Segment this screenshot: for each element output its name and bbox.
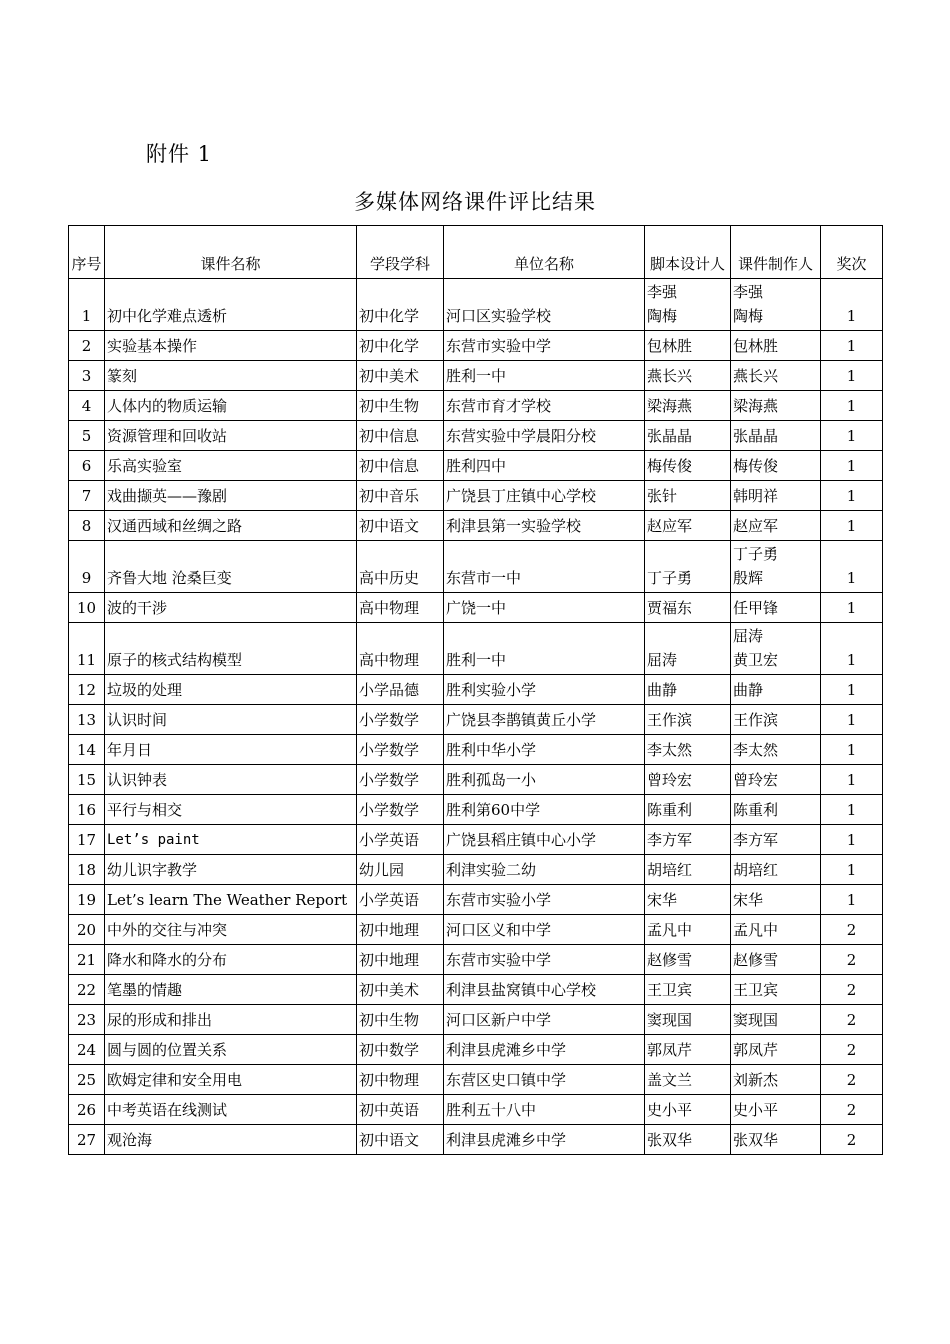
cell-maker-line: 李方军 (733, 831, 779, 849)
cell-no: 4 (69, 391, 105, 421)
cell-script (645, 391, 731, 421)
cell-unit: 河口区实验学校 (444, 279, 645, 331)
cell-name: 汉通西域和丝绸之路 (105, 511, 357, 541)
cell-award: 1 (821, 279, 883, 331)
cell-maker-line: 赵修雪 (733, 951, 779, 969)
cell-unit: 利津县虎滩乡中学 (444, 1035, 645, 1065)
cell-unit: 东营市育才学校 (444, 391, 645, 421)
cell-script (645, 675, 731, 705)
cell-maker (731, 795, 821, 825)
cell-maker (731, 1125, 821, 1155)
cell-award: 2 (821, 1125, 883, 1155)
cell-unit: 胜利孤岛一小 (444, 765, 645, 795)
cell-maker (731, 975, 821, 1005)
cell-unit: 东营市实验小学 (444, 885, 645, 915)
cell-script-line: 宋华 (647, 891, 678, 909)
cell-unit: 东营市实验中学 (444, 945, 645, 975)
cell-name: 中考英语在线测试 (105, 1095, 357, 1125)
cell-no: 8 (69, 511, 105, 541)
cell-award: 1 (821, 361, 883, 391)
cell-unit: 广饶县稻庄镇中心小学 (444, 825, 645, 855)
cell-maker (731, 885, 821, 915)
cell-maker-line: 王作滨 (733, 711, 779, 729)
cell-subject: 初中美术 (357, 975, 444, 1005)
cell-award: 1 (821, 451, 883, 481)
table-row (69, 391, 883, 421)
cell-name: 初中化学难点透析 (105, 279, 357, 331)
cell-no: 12 (69, 675, 105, 705)
cell-maker-line: 梅传俊 (733, 457, 779, 475)
table-row (69, 623, 883, 675)
cell-maker (731, 735, 821, 765)
cell-script-line: 陈重利 (647, 801, 693, 819)
table-row (69, 975, 883, 1005)
cell-script-line: 曲静 (647, 681, 678, 699)
cell-script (645, 855, 731, 885)
cell-name: Let’s learn The Weather Report (105, 885, 357, 915)
cell-maker-line: 李太然 (733, 741, 779, 759)
cell-subject: 高中物理 (357, 623, 444, 675)
cell-script-line: 陶梅 (647, 307, 678, 325)
table-row (69, 421, 883, 451)
table-row (69, 1065, 883, 1095)
table-row (69, 361, 883, 391)
cell-maker-line: 丁子勇 (733, 545, 779, 563)
table-row (69, 481, 883, 511)
cell-script-line: 燕长兴 (647, 367, 693, 385)
table-row (69, 765, 883, 795)
table-row (69, 915, 883, 945)
cell-maker (731, 623, 821, 675)
cell-unit: 胜利一中 (444, 623, 645, 675)
cell-no: 19 (69, 885, 105, 915)
cell-script-line: 史小平 (647, 1101, 693, 1119)
attachment-label: 附件 1 (146, 142, 213, 166)
table-row (69, 541, 883, 593)
table-row (69, 451, 883, 481)
cell-no: 21 (69, 945, 105, 975)
cell-script-line: 孟凡中 (647, 921, 693, 939)
cell-award: 2 (821, 975, 883, 1005)
cell-script-line: 胡培红 (647, 861, 693, 879)
cell-subject: 小学品德 (357, 675, 444, 705)
cell-name: 齐鲁大地 沧桑巨变 (105, 541, 357, 593)
cell-script (645, 885, 731, 915)
cell-script-line: 李方军 (647, 831, 693, 849)
cell-maker-line: 燕长兴 (733, 367, 779, 385)
cell-award: 1 (821, 481, 883, 511)
cell-no: 10 (69, 593, 105, 623)
cell-subject: 初中语文 (357, 1125, 444, 1155)
cell-unit: 东营市一中 (444, 541, 645, 593)
cell-maker-line: 窦现国 (733, 1011, 779, 1029)
cell-award: 2 (821, 1035, 883, 1065)
cell-no: 18 (69, 855, 105, 885)
cell-name: 年月日 (105, 735, 357, 765)
cell-maker-line: 任甲锋 (733, 599, 779, 617)
cell-name: 原子的核式结构模型 (105, 623, 357, 675)
cell-script-line: 李强 (647, 283, 678, 301)
cell-name: 笔墨的情趣 (105, 975, 357, 1005)
cell-script-line: 曾玲宏 (647, 771, 693, 789)
cell-subject: 初中物理 (357, 1065, 444, 1095)
cell-name: 降水和降水的分布 (105, 945, 357, 975)
cell-maker-line: 郭凤芹 (733, 1041, 779, 1059)
cell-no: 7 (69, 481, 105, 511)
cell-award: 1 (821, 795, 883, 825)
table-header-row (69, 226, 883, 279)
cell-award: 1 (821, 331, 883, 361)
cell-award: 1 (821, 511, 883, 541)
cell-no: 9 (69, 541, 105, 593)
cell-no: 24 (69, 1035, 105, 1065)
cell-maker (731, 421, 821, 451)
cell-unit: 胜利中华小学 (444, 735, 645, 765)
cell-script (645, 623, 731, 675)
cell-unit: 东营实验中学晨阳分校 (444, 421, 645, 451)
cell-subject: 小学数学 (357, 795, 444, 825)
cell-unit: 胜利实验小学 (444, 675, 645, 705)
cell-name: 尿的形成和排出 (105, 1005, 357, 1035)
cell-award: 1 (821, 541, 883, 593)
cell-no: 2 (69, 331, 105, 361)
cell-award: 2 (821, 1095, 883, 1125)
cell-subject: 小学数学 (357, 705, 444, 735)
cell-maker (731, 825, 821, 855)
cell-name: 篆刻 (105, 361, 357, 391)
cell-maker (731, 331, 821, 361)
table-row (69, 945, 883, 975)
cell-unit: 河口区新户中学 (444, 1005, 645, 1035)
cell-subject: 初中地理 (357, 915, 444, 945)
cell-award: 2 (821, 915, 883, 945)
cell-script (645, 795, 731, 825)
cell-maker (731, 391, 821, 421)
cell-unit: 东营市实验中学 (444, 331, 645, 361)
table-row (69, 795, 883, 825)
cell-award: 2 (821, 1065, 883, 1095)
cell-maker (731, 915, 821, 945)
cell-maker-line: 王卫宾 (733, 981, 779, 999)
cell-script (645, 511, 731, 541)
cell-maker-line: 黄卫宏 (733, 651, 779, 669)
cell-maker-line: 赵应军 (733, 517, 779, 535)
col-header-subject: 学段学科 (357, 226, 444, 279)
table-row (69, 825, 883, 855)
cell-maker-line: 梁海燕 (733, 397, 779, 415)
cell-script (645, 279, 731, 331)
cell-maker-line: 陶梅 (733, 307, 764, 325)
cell-script-line: 赵修雪 (647, 951, 693, 969)
cell-subject: 初中美术 (357, 361, 444, 391)
cell-maker (731, 511, 821, 541)
cell-unit: 胜利第60中学 (444, 795, 645, 825)
results-table (68, 225, 883, 1155)
cell-no: 22 (69, 975, 105, 1005)
cell-subject: 初中生物 (357, 391, 444, 421)
cell-maker (731, 945, 821, 975)
cell-maker (731, 705, 821, 735)
cell-script (645, 1125, 731, 1155)
cell-no: 25 (69, 1065, 105, 1095)
cell-maker (731, 1095, 821, 1125)
cell-name: 欧姆定律和安全用电 (105, 1065, 357, 1095)
cell-subject: 幼儿园 (357, 855, 444, 885)
cell-subject: 初中化学 (357, 279, 444, 331)
cell-unit: 广饶县李鹊镇黄丘小学 (444, 705, 645, 735)
cell-no: 1 (69, 279, 105, 331)
cell-maker (731, 541, 821, 593)
document-title: 多媒体网络课件评比结果 (354, 190, 596, 214)
cell-maker-line: 曲静 (733, 681, 764, 699)
cell-maker (731, 1035, 821, 1065)
cell-no: 23 (69, 1005, 105, 1035)
cell-subject: 初中语文 (357, 511, 444, 541)
cell-name: 平行与相交 (105, 795, 357, 825)
cell-no: 27 (69, 1125, 105, 1155)
cell-maker-line: 屈涛 (733, 627, 764, 645)
cell-subject: 初中信息 (357, 451, 444, 481)
cell-maker (731, 675, 821, 705)
cell-subject: 初中地理 (357, 945, 444, 975)
cell-unit: 广饶一中 (444, 593, 645, 623)
cell-no: 5 (69, 421, 105, 451)
cell-script-line: 李太然 (647, 741, 693, 759)
cell-subject: 小学数学 (357, 765, 444, 795)
cell-script-line: 郭凤芹 (647, 1041, 693, 1059)
table-row (69, 1125, 883, 1155)
cell-maker-line: 曾玲宏 (733, 771, 779, 789)
cell-maker-line: 胡培红 (733, 861, 779, 879)
cell-unit: 河口区义和中学 (444, 915, 645, 945)
cell-subject: 初中信息 (357, 421, 444, 451)
cell-script (645, 735, 731, 765)
cell-no: 13 (69, 705, 105, 735)
table-row (69, 279, 883, 331)
cell-name: 戏曲撷英——豫剧 (105, 481, 357, 511)
cell-script (645, 1005, 731, 1035)
cell-maker-line: 张晶晶 (733, 427, 779, 445)
cell-subject: 初中生物 (357, 1005, 444, 1035)
cell-script-line: 窦现国 (647, 1011, 693, 1029)
cell-unit: 利津实验二幼 (444, 855, 645, 885)
cell-award: 1 (821, 421, 883, 451)
cell-maker-line: 张双华 (733, 1131, 779, 1149)
table-row (69, 511, 883, 541)
col-header-unit: 单位名称 (444, 226, 645, 279)
cell-unit: 利津县虎滩乡中学 (444, 1125, 645, 1155)
col-header-award: 奖次 (821, 226, 883, 279)
cell-maker (731, 451, 821, 481)
cell-script (645, 451, 731, 481)
cell-award: 1 (821, 675, 883, 705)
cell-script-line: 丁子勇 (647, 569, 693, 587)
cell-unit: 利津县第一实验学校 (444, 511, 645, 541)
cell-name: 乐高实验室 (105, 451, 357, 481)
table-row (69, 735, 883, 765)
cell-maker (731, 1005, 821, 1035)
cell-award: 1 (821, 825, 883, 855)
cell-script-line: 王卫宾 (647, 981, 693, 999)
cell-no: 6 (69, 451, 105, 481)
cell-script-line: 张双华 (647, 1131, 693, 1149)
col-header-no: 序号 (69, 226, 105, 279)
cell-subject: 小学数学 (357, 735, 444, 765)
cell-maker-line: 韩明祥 (733, 487, 779, 505)
cell-award: 1 (821, 855, 883, 885)
cell-maker-line: 包林胜 (733, 337, 779, 355)
cell-unit: 东营区史口镇中学 (444, 1065, 645, 1095)
cell-script (645, 945, 731, 975)
table-row (69, 855, 883, 885)
cell-maker (731, 361, 821, 391)
cell-name: 中外的交往与冲突 (105, 915, 357, 945)
cell-script (645, 825, 731, 855)
cell-name: 认识时间 (105, 705, 357, 735)
cell-award: 2 (821, 945, 883, 975)
cell-no: 20 (69, 915, 105, 945)
table-row (69, 675, 883, 705)
cell-award: 1 (821, 623, 883, 675)
cell-script (645, 765, 731, 795)
cell-maker (731, 765, 821, 795)
cell-script (645, 915, 731, 945)
table-row (69, 1095, 883, 1125)
cell-script (645, 593, 731, 623)
cell-script (645, 705, 731, 735)
cell-name: 波的干涉 (105, 593, 357, 623)
cell-subject: 高中历史 (357, 541, 444, 593)
table-row (69, 1035, 883, 1065)
cell-award: 1 (821, 705, 883, 735)
cell-maker-line: 殷辉 (733, 569, 764, 587)
cell-maker-line: 史小平 (733, 1101, 779, 1119)
cell-subject: 高中物理 (357, 593, 444, 623)
cell-script-line: 张晶晶 (647, 427, 693, 445)
cell-script (645, 975, 731, 1005)
cell-no: 16 (69, 795, 105, 825)
cell-no: 26 (69, 1095, 105, 1125)
cell-maker (731, 279, 821, 331)
col-header-script: 脚本设计人 (645, 226, 731, 279)
cell-award: 1 (821, 885, 883, 915)
cell-award: 1 (821, 765, 883, 795)
cell-script-line: 赵应军 (647, 517, 693, 535)
cell-award: 1 (821, 593, 883, 623)
cell-name: 观沧海 (105, 1125, 357, 1155)
table-row (69, 593, 883, 623)
cell-subject: 小学英语 (357, 885, 444, 915)
cell-unit: 胜利五十八中 (444, 1095, 645, 1125)
cell-script-line: 盖文兰 (647, 1071, 693, 1089)
cell-subject: 初中英语 (357, 1095, 444, 1125)
col-header-maker: 课件制作人 (731, 226, 821, 279)
cell-script (645, 1065, 731, 1095)
cell-script-line: 包林胜 (647, 337, 693, 355)
cell-name: Let’s paint (105, 825, 357, 855)
cell-maker-line: 李强 (733, 283, 764, 301)
cell-script (645, 481, 731, 511)
cell-unit: 广饶县丁庄镇中心学校 (444, 481, 645, 511)
cell-script (645, 361, 731, 391)
cell-unit: 利津县盐窝镇中心学校 (444, 975, 645, 1005)
cell-name: 实验基本操作 (105, 331, 357, 361)
cell-award: 1 (821, 391, 883, 421)
cell-script-line: 王作滨 (647, 711, 693, 729)
table-row (69, 1005, 883, 1035)
cell-script (645, 1095, 731, 1125)
table-row (69, 885, 883, 915)
cell-no: 14 (69, 735, 105, 765)
cell-maker (731, 481, 821, 511)
cell-maker (731, 593, 821, 623)
cell-subject: 小学英语 (357, 825, 444, 855)
cell-script-line: 梅传俊 (647, 457, 693, 475)
cell-no: 11 (69, 623, 105, 675)
cell-maker-line: 宋华 (733, 891, 764, 909)
cell-script-line: 贾福东 (647, 599, 693, 617)
cell-unit: 胜利一中 (444, 361, 645, 391)
cell-script (645, 541, 731, 593)
cell-name: 人体内的物质运输 (105, 391, 357, 421)
table-body (69, 279, 883, 1155)
cell-subject: 初中化学 (357, 331, 444, 361)
cell-award: 1 (821, 735, 883, 765)
cell-subject: 初中音乐 (357, 481, 444, 511)
cell-no: 17 (69, 825, 105, 855)
cell-maker (731, 855, 821, 885)
cell-name: 圆与圆的位置关系 (105, 1035, 357, 1065)
cell-maker-line: 刘新杰 (733, 1071, 779, 1089)
cell-subject: 初中数学 (357, 1035, 444, 1065)
cell-script-line: 屈涛 (647, 651, 678, 669)
cell-no: 3 (69, 361, 105, 391)
cell-name: 认识钟表 (105, 765, 357, 795)
col-header-name: 课件名称 (105, 226, 357, 279)
cell-script (645, 331, 731, 361)
cell-award: 2 (821, 1005, 883, 1035)
cell-unit: 胜利四中 (444, 451, 645, 481)
cell-no: 15 (69, 765, 105, 795)
cell-name: 幼儿识字教学 (105, 855, 357, 885)
cell-maker-line: 孟凡中 (733, 921, 779, 939)
cell-maker-line: 陈重利 (733, 801, 779, 819)
table-row (69, 705, 883, 735)
cell-name: 资源管理和回收站 (105, 421, 357, 451)
cell-name: 垃圾的处理 (105, 675, 357, 705)
cell-script-line: 张针 (647, 487, 678, 505)
cell-script (645, 421, 731, 451)
table-row (69, 331, 883, 361)
cell-script (645, 1035, 731, 1065)
cell-maker (731, 1065, 821, 1095)
cell-script-line: 梁海燕 (647, 397, 693, 415)
